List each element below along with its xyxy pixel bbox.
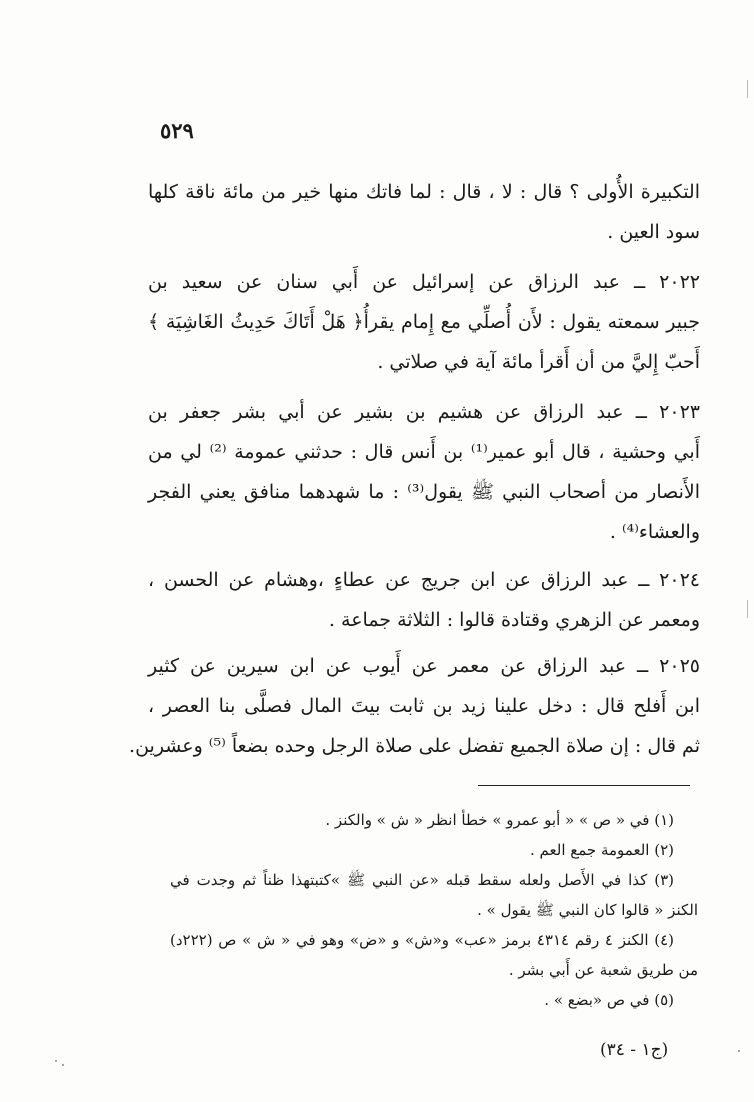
scan-edge-mark [747,600,748,618]
footnote-3: (٣) كذا في الأَصل ولعله سقط قبله «عن النبي ﷺ »كتبتهذا ظناً ثم وجدت في [170,871,674,889]
scan-edge-mark [747,80,748,98]
hadith-2025 [129,646,700,766]
footnote-4-cont: من طريق شعبة عن أَبي بشر . [508,961,698,979]
text-line: ٢٠٢٥ ــ عبد الرزاق عن معمر عن أَيوب عن ابن سيرين عن كثير [148,655,700,677]
text-line: ومعمر عن الزهري وقتادة قالوا : الثلاثة جماعة . [328,609,700,631]
text-line: ٢٠٢٤ ــ عبد الرزاق عن ابن جريج عن عطاءٍ ،وهشام عن الحسن ، [148,569,700,591]
scan-speck [738,1050,740,1052]
page-number: ٥٢٩ [160,118,194,143]
text-line: أَحبّ إِليَّ من أن أَقرأ مائة آية في صلاتي . [377,351,700,373]
paragraph-continuation [148,172,700,252]
text-line: أَبي وحشية ، قال أبو عمير⁽¹⁾ بن أَنس قال : حدثني عمومة ⁽²⁾ لي من [148,441,700,463]
text-line: ابن أَفلح قال : دخل علينا زيد بن ثابت بيتَ المال فصلَّى بنا العصر ، [148,695,700,717]
footnote-5: (٥) في ص «بضع » . [544,991,674,1009]
text-line: والعشاء⁽⁴⁾ . [609,521,700,543]
scan-speck [55,1060,57,1062]
footnote-divider [478,785,690,786]
text-line: ٢٠٢٢ ــ عبد الرزاق عن إسرائيل عن أَبي سنان عن سعيد بن [148,271,700,293]
hadith-2023 [148,392,700,552]
footnote-3-cont: الكنز « قالوا كان النبي ﷺ يقول » . [477,901,698,919]
text-line: ثم قال : إن صلاة الجميع تفضل على صلاة الرجل وحده بضعاً ⁽⁵⁾ وعشرين. [129,735,700,757]
footnote-1: (١) في « ص » « أبو عمرو » خطأ انظر « ش » والكنز . [325,811,674,829]
text-line: ٢٠٢٣ ــ عبد الرزاق عن هشيم بن بشير عن أبي بشر جعفر بن [148,401,700,423]
hadith-2024 [148,560,700,640]
scan-speck [62,1064,64,1066]
footnote-4: (٤) الكنز ٤ رقم ٤٣١٤ برمز «عب» و«ش» و «ض» وهو في « ش » ص (٢٢٢د) [170,931,674,949]
text-line: التكبيرة الأُولى ؟ قال : لا ، قال : لما فاتك منها خير من مائة ناقة كلها [148,181,700,203]
text-line: الأَنصار من أصحاب النبي ﷺ يقول⁽³⁾ : ما شهدهما منافق يعني الفجر [148,481,700,503]
footnotes [170,805,698,1015]
footnote-2: (٢) العمومة جمع العم . [530,841,674,859]
text-line: سود العين . [607,221,700,243]
volume-signature: (ج١ - ٣٤) [600,1040,669,1060]
hadith-2022 [148,262,700,382]
text-line: جبير سمعته يقول : لأَن أُصلِّي مع إِمام يقرأُ﴿ هَلْ أَتَاكَ حَدِيثُ الغَاشِيَة ﴾ [148,311,700,333]
